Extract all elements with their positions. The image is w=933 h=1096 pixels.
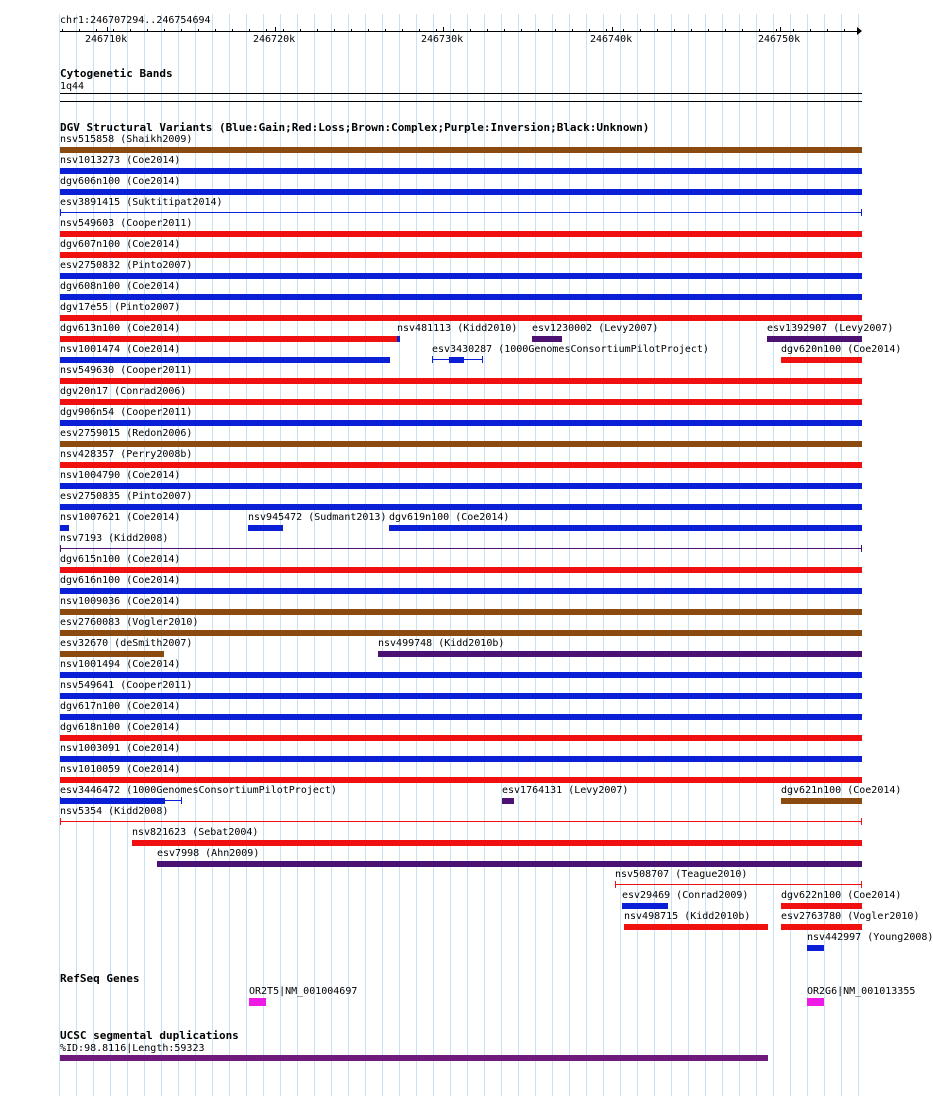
dgv-feature-label: esv2759015 (Redon2006)	[60, 428, 193, 439]
ruler-minor-tick	[555, 29, 556, 32]
dgv-feature-label: esv2750832 (Pinto2007)	[60, 260, 193, 271]
dgv-feature-label: nsv1001494 (Coe2014)	[60, 659, 181, 670]
ruler-minor-tick	[657, 29, 658, 32]
dgv-feature-label: dgv906n54 (Cooper2011)	[60, 407, 193, 418]
dgv-feature-label: nsv428357 (Perry2008b)	[60, 449, 193, 460]
cyto-band-top	[60, 93, 862, 94]
ruler-minor-tick	[113, 29, 114, 32]
dgv-feature-bar[interactable]	[248, 525, 283, 531]
ruler-minor-tick	[96, 29, 97, 32]
dgv-feature-bar[interactable]	[132, 840, 862, 846]
ruler-minor-tick	[470, 29, 471, 32]
grid-line	[331, 14, 332, 1096]
dgv-feature-label: nsv7193 (Kidd2008)	[60, 533, 169, 544]
grid-line	[263, 14, 264, 1096]
dgv-feature-label: dgv617n100 (Coe2014)	[60, 701, 181, 712]
ruler-minor-tick	[691, 29, 692, 32]
dgv-feature-label: esv29469 (Conrad2009)	[622, 890, 749, 901]
dgv-feature-label: esv1230002 (Levy2007)	[532, 323, 659, 334]
grid-line	[671, 14, 672, 1096]
ruler-minor-tick	[606, 29, 607, 32]
ruler-minor-tick	[623, 29, 624, 32]
location-label: chr1:246707294..246754694	[60, 15, 211, 26]
dgv-feature-endcap	[861, 545, 862, 552]
dgv-feature-label: esv2763780 (Vogler2010)	[781, 911, 920, 922]
dgv-feature-label: nsv508707 (Teague2010)	[615, 869, 748, 880]
dgv-feature-bar[interactable]	[60, 483, 862, 489]
ruler-minor-tick	[572, 29, 573, 32]
ruler-tick-label: 246710k	[85, 34, 128, 45]
grid-line	[365, 14, 366, 1096]
dgv-feature-label: esv3446472 (1000GenomesConsortiumPilotProject)	[60, 785, 337, 796]
dgv-feature-bar[interactable]	[60, 714, 862, 720]
dgv-feature-bar[interactable]	[532, 336, 562, 342]
ruler-minor-tick	[742, 29, 743, 32]
dgv-feature-label: nsv1010059 (Coe2014)	[60, 764, 181, 775]
ruler-minor-tick	[266, 29, 267, 32]
dgv-feature-bar[interactable]	[60, 525, 69, 531]
dgv-feature-label: dgv606n100 (Coe2014)	[60, 176, 181, 187]
dgv-feature-label: nsv821623 (Sebat2004)	[132, 827, 259, 838]
dgv-feature-bar[interactable]	[502, 798, 514, 804]
grid-line	[195, 14, 196, 1096]
dgv-feature-label: nsv499748 (Kidd2010b)	[378, 638, 505, 649]
dgv-feature-bar[interactable]	[60, 504, 862, 510]
grid-line	[484, 14, 485, 1096]
dgv-feature-bar[interactable]	[60, 588, 862, 594]
dgv-feature-bar[interactable]	[767, 336, 862, 342]
dgv-feature-bar[interactable]	[60, 756, 862, 762]
dgv-feature-bar[interactable]	[60, 441, 862, 447]
dgv-feature-bar[interactable]	[60, 273, 862, 279]
dgv-feature-bar[interactable]	[157, 861, 862, 867]
dgv-feature-label: esv32670 (deSmith2007)	[60, 638, 193, 649]
dgv-feature-bar[interactable]	[60, 315, 862, 321]
ruler-tick	[780, 27, 781, 32]
dgv-feature-bar[interactable]	[60, 357, 390, 363]
dgv-feature-bar[interactable]	[60, 672, 862, 678]
dgv-feature-label: dgv615n100 (Coe2014)	[60, 554, 181, 565]
ruler-minor-tick	[130, 29, 131, 32]
refseq-gene-label: OR2G6|NM_001013355	[807, 986, 916, 997]
grid-line	[603, 14, 604, 1096]
dgv-feature-bar[interactable]	[781, 924, 862, 930]
dgv-feature-bar[interactable]	[60, 567, 862, 573]
segdup-label: %ID:98.8116|Length:59323	[60, 1043, 205, 1054]
dgv-feature-label: dgv20n17 (Conrad2006)	[60, 386, 187, 397]
dgv-feature-label: nsv549641 (Cooper2011)	[60, 680, 193, 691]
refseq-gene-feature[interactable]	[807, 998, 824, 1006]
dgv-feature-bar[interactable]	[389, 525, 862, 531]
dgv-feature-label: nsv1003091 (Coe2014)	[60, 743, 181, 754]
dgv-feature-bar[interactable]	[781, 798, 862, 804]
ruler-minor-tick	[810, 29, 811, 32]
ruler-tick-label: 246730k	[421, 34, 464, 45]
dgv-feature-label: esv3430287 (1000GenomesConsortiumPilotProject)	[432, 344, 709, 355]
grid-line	[756, 14, 757, 1096]
ruler-minor-tick	[164, 29, 165, 32]
segdup-track-title: UCSC segmental duplications	[60, 1029, 239, 1042]
ruler-minor-tick	[538, 29, 539, 32]
dgv-feature-label: esv1392907 (Levy2007)	[767, 323, 894, 334]
dgv-feature-bar[interactable]	[781, 357, 862, 363]
dgv-feature-bar[interactable]	[60, 420, 862, 426]
ruler-minor-tick	[300, 29, 301, 32]
ruler-minor-tick	[62, 29, 63, 32]
ruler-minor-tick	[487, 29, 488, 32]
dgv-feature-line[interactable]	[615, 884, 862, 885]
ruler-minor-tick	[504, 29, 505, 32]
dgv-feature-endcap	[432, 356, 433, 363]
ruler-minor-tick	[147, 29, 148, 32]
dgv-feature-label: dgv608n100 (Coe2014)	[60, 281, 181, 292]
ruler-minor-tick	[453, 29, 454, 32]
grid-line	[654, 14, 655, 1096]
dgv-feature-line[interactable]	[60, 212, 862, 213]
grid-line	[467, 14, 468, 1096]
grid-line	[722, 14, 723, 1096]
dgv-feature-label: esv7998 (Ahn2009)	[157, 848, 260, 859]
grid-line	[246, 14, 247, 1096]
grid-line	[773, 14, 774, 1096]
grid-line	[280, 14, 281, 1096]
grid-line	[620, 14, 621, 1096]
ruler-tick	[443, 27, 444, 32]
ruler-minor-tick	[708, 29, 709, 32]
grid-line	[790, 14, 791, 1096]
dgv-feature-label: esv1764131 (Levy2007)	[502, 785, 629, 796]
ruler-minor-tick	[215, 29, 216, 32]
dgv-feature-label: nsv1001474 (Coe2014)	[60, 344, 181, 355]
dgv-feature-label: nsv945472 (Sudmant2013)	[248, 512, 387, 523]
ruler-minor-tick	[402, 29, 403, 32]
dgv-feature-line[interactable]	[60, 821, 862, 822]
ruler-minor-tick	[351, 29, 352, 32]
dgv-feature-core[interactable]	[60, 798, 165, 804]
grid-line	[297, 14, 298, 1096]
grid-line	[229, 14, 230, 1096]
dgv-feature-bar[interactable]	[624, 924, 768, 930]
ruler-tick-label: 246720k	[253, 34, 296, 45]
refseq-track-title: RefSeq Genes	[60, 972, 140, 985]
dgv-feature-bar[interactable]	[622, 903, 668, 909]
ruler-tick-label: 246740k	[590, 34, 633, 45]
dgv-feature-endcap	[861, 881, 862, 888]
dgv-feature-label: dgv607n100 (Coe2014)	[60, 239, 181, 250]
dgv-feature-bar[interactable]	[781, 903, 862, 909]
dgv-feature-bar[interactable]	[60, 462, 862, 468]
dgv-feature-endcap	[60, 818, 61, 825]
refseq-gene-label: OR2T5|NM_001004697	[249, 986, 358, 997]
dgv-feature-label: dgv17e55 (Pinto2007)	[60, 302, 181, 313]
grid-line	[586, 14, 587, 1096]
ruler-minor-tick	[725, 29, 726, 32]
ruler-minor-tick	[521, 29, 522, 32]
dgv-feature-endcap	[60, 209, 61, 216]
dgv-feature-label: esv2760083 (Vogler2010)	[60, 617, 199, 628]
dgv-feature-label: dgv622n100 (Coe2014)	[781, 890, 902, 901]
dgv-feature-label: nsv1009036 (Coe2014)	[60, 596, 181, 607]
dgv-feature-bar[interactable]	[60, 252, 862, 258]
ruler-minor-tick	[640, 29, 641, 32]
dgv-feature-bar[interactable]	[60, 630, 862, 636]
ruler-minor-tick	[776, 29, 777, 32]
ruler-tick	[612, 27, 613, 32]
dgv-feature-bar[interactable]	[60, 231, 862, 237]
ruler-tick	[107, 27, 108, 32]
ruler-tick-label: 246750k	[758, 34, 801, 45]
grid-line	[416, 14, 417, 1096]
ruler-arrow-icon	[857, 27, 862, 35]
dgv-feature-bar[interactable]	[60, 168, 862, 174]
grid-line	[705, 14, 706, 1096]
dgv-feature-label: nsv1013273 (Coe2014)	[60, 155, 181, 166]
dgv-feature-label: dgv616n100 (Coe2014)	[60, 575, 181, 586]
grid-line	[433, 14, 434, 1096]
dgv-feature-bar[interactable]	[60, 651, 164, 657]
dgv-feature-bar[interactable]	[60, 189, 862, 195]
dgv-feature-label: nsv1004790 (Coe2014)	[60, 470, 181, 481]
dgv-feature-label: dgv621n100 (Coe2014)	[781, 785, 902, 796]
dgv-feature-bar[interactable]	[60, 777, 862, 783]
dgv-feature-label: nsv5354 (Kidd2008)	[60, 806, 169, 817]
grid-line	[739, 14, 740, 1096]
grid-line	[348, 14, 349, 1096]
dgv-feature-endcap	[861, 209, 862, 216]
dgv-feature-label: nsv549603 (Cooper2011)	[60, 218, 193, 229]
dgv-feature-bar[interactable]	[807, 945, 824, 951]
dgv-feature-label: nsv515858 (Shaikh2009)	[60, 134, 193, 145]
cyto-band-label: 1q44	[60, 81, 85, 92]
segdup-feature[interactable]	[60, 1055, 768, 1061]
ruler-minor-tick	[385, 29, 386, 32]
refseq-gene-feature[interactable]	[249, 998, 266, 1006]
grid-line	[569, 14, 570, 1096]
grid-line	[450, 14, 451, 1096]
ruler-minor-tick	[759, 29, 760, 32]
dgv-feature-line[interactable]	[60, 548, 862, 549]
dgv-track-title: DGV Structural Variants (Blue:Gain;Red:Loss;Brown:Complex;Purple:Inversion;Black:Unknown)	[60, 121, 650, 134]
cyto-track-title: Cytogenetic Bands	[60, 67, 173, 80]
dgv-feature-bar[interactable]	[60, 735, 862, 741]
ruler-minor-tick	[589, 29, 590, 32]
dgv-feature-bar[interactable]	[60, 609, 862, 615]
ruler-minor-tick	[79, 29, 80, 32]
ruler-minor-tick	[181, 29, 182, 32]
grid-line	[688, 14, 689, 1096]
ruler-minor-tick	[334, 29, 335, 32]
dgv-feature-bar[interactable]	[397, 336, 400, 342]
ruler-minor-tick	[317, 29, 318, 32]
dgv-feature-endcap	[861, 818, 862, 825]
ruler-minor-tick	[827, 29, 828, 32]
grid-line	[382, 14, 383, 1096]
dgv-feature-endcap	[615, 881, 616, 888]
dgv-feature-endcap	[181, 797, 182, 804]
ruler-minor-tick	[844, 29, 845, 32]
dgv-feature-endcap	[482, 356, 483, 363]
ruler-minor-tick	[232, 29, 233, 32]
ruler-minor-tick	[436, 29, 437, 32]
grid-line	[501, 14, 502, 1096]
ruler-minor-tick	[368, 29, 369, 32]
grid-line	[535, 14, 536, 1096]
dgv-feature-label: nsv549630 (Cooper2011)	[60, 365, 193, 376]
grid-line	[399, 14, 400, 1096]
dgv-feature-label: nsv442997 (Young2008)	[807, 932, 933, 943]
dgv-feature-bar[interactable]	[60, 336, 397, 342]
dgv-feature-core[interactable]	[449, 357, 464, 363]
dgv-feature-bar[interactable]	[378, 651, 862, 657]
grid-line	[212, 14, 213, 1096]
cyto-band-bottom	[60, 101, 862, 102]
dgv-feature-label: dgv613n100 (Coe2014)	[60, 323, 181, 334]
dgv-feature-bar[interactable]	[60, 693, 862, 699]
dgv-feature-label: esv2750835 (Pinto2007)	[60, 491, 193, 502]
ruler-tick	[275, 27, 276, 32]
dgv-feature-bar[interactable]	[60, 399, 862, 405]
dgv-feature-label: nsv1007621 (Coe2014)	[60, 512, 181, 523]
ruler-minor-tick	[674, 29, 675, 32]
grid-line	[518, 14, 519, 1096]
dgv-feature-label: dgv619n100 (Coe2014)	[389, 512, 510, 523]
ruler-minor-tick	[793, 29, 794, 32]
dgv-feature-label: dgv620n100 (Coe2014)	[781, 344, 902, 355]
grid-line	[314, 14, 315, 1096]
dgv-feature-bar[interactable]	[60, 378, 862, 384]
ruler-minor-tick	[283, 29, 284, 32]
ruler-minor-tick	[419, 29, 420, 32]
ruler-minor-tick	[249, 29, 250, 32]
dgv-feature-label: nsv481113 (Kidd2010)	[397, 323, 518, 334]
grid-line	[637, 14, 638, 1096]
ruler-minor-tick	[198, 29, 199, 32]
grid-line	[552, 14, 553, 1096]
dgv-feature-label: nsv498715 (Kidd2010b)	[624, 911, 751, 922]
dgv-feature-bar[interactable]	[60, 147, 862, 153]
dgv-feature-label: dgv618n100 (Coe2014)	[60, 722, 181, 733]
dgv-feature-bar[interactable]	[60, 294, 862, 300]
dgv-feature-label: esv3891415 (Suktitipat2014)	[60, 197, 223, 208]
dgv-feature-endcap	[60, 545, 61, 552]
